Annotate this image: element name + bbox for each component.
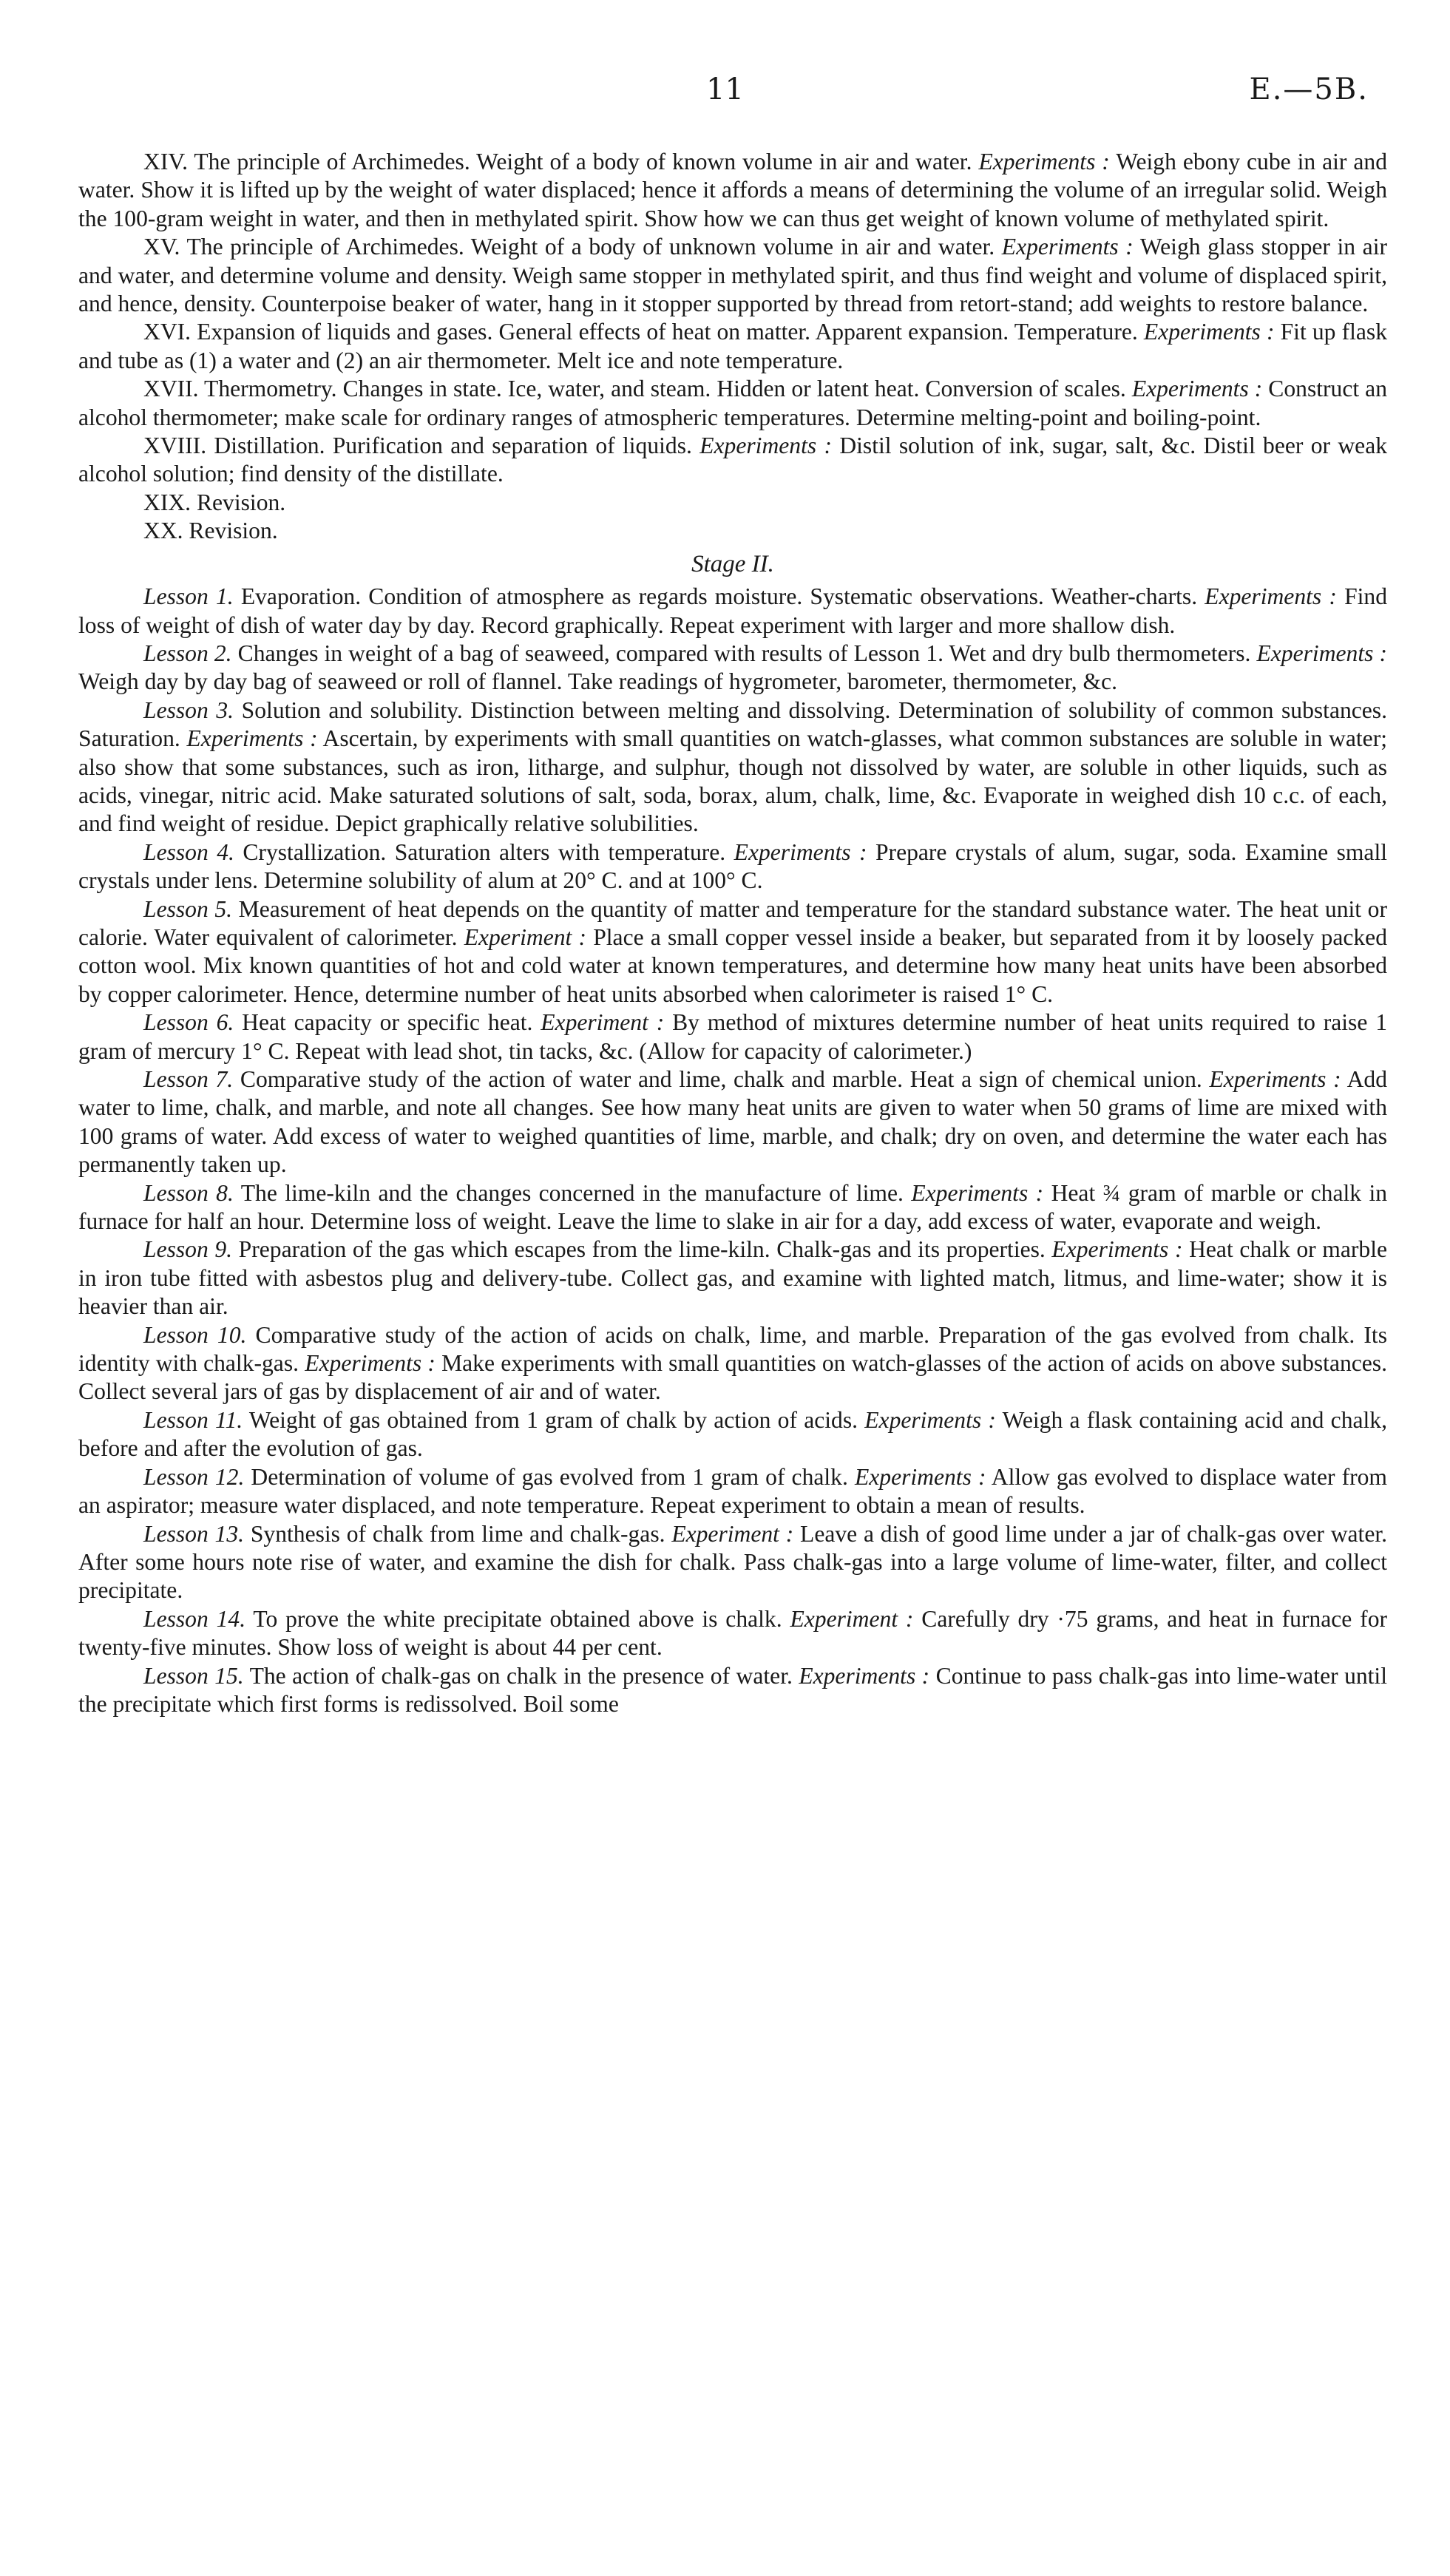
lesson-number: Lesson 8. xyxy=(143,1179,234,1206)
topic-paragraph xyxy=(78,375,1387,432)
lesson-text: Solution and solubility. Distinction between melting and dissolving. Determination of solubility of common substances. Saturation. xyxy=(78,696,1387,752)
lesson-text: The lime-kiln and the changes concerned in the manufacture of lime. xyxy=(233,1179,912,1206)
experiments-label: Experiments : xyxy=(864,1406,996,1433)
topic-experiment-text: Construct an alcohol thermometer; make scale for ordinary ranges of atmospheric temperatures. Determine melting-point and boiling-point. xyxy=(78,376,1387,430)
lesson-number: Lesson 11. xyxy=(143,1406,243,1433)
lesson-number: Lesson 4. xyxy=(143,838,234,865)
lesson-experiment-text: Make experiments with small quantities on watch-glasses of the action of acids on above substances. Collect several jars of gas by displacement of air and of water. xyxy=(78,1350,1388,1405)
lesson-paragraph xyxy=(78,583,1387,640)
experiments-label: Experiments : xyxy=(1256,640,1388,666)
lesson-text: Determination of volume of gas evolved from 1 gram of chalk. xyxy=(244,1463,855,1490)
stage-one-topics xyxy=(78,148,1387,489)
topic-text: XV. The principle of Archimedes. Weight of a body of unknown volume in air and water. xyxy=(143,234,1002,260)
topic-text: XVII. Thermometry. Changes in state. Ice, water, and steam. Hidden or latent heat. Conversion of scales. xyxy=(143,376,1132,402)
lesson-paragraph xyxy=(78,696,1387,838)
revision-item: XX. Revision. xyxy=(143,518,278,544)
lesson-experiment-text: Find loss of weight of dish of water day by day. Record graphically. Repeat experiment with larger and more shallow dish. xyxy=(78,583,1388,638)
experiments-label: Experiments : xyxy=(1051,1236,1183,1263)
stage-heading: Stage II. xyxy=(691,550,774,577)
lesson-number: Lesson 14. xyxy=(143,1605,246,1632)
lesson-text: Comparative study of the action of acids on chalk, lime, and marble. Preparation of the gas evolved from chalk. Its identity with chalk-gas. xyxy=(78,1321,1387,1377)
lesson-experiment-text: Weigh day by day bag of seaweed or roll of flannel. Take readings of hygrometer, barometer, thermometer, &c. xyxy=(78,668,1118,695)
lesson-text: Comparative study of the action of water and lime, chalk and marble. Heat a sign of chemical union. xyxy=(233,1066,1210,1092)
experiments-label: Experiments : xyxy=(186,725,318,752)
lesson-experiment-text: Heat chalk or marble in iron tube fitted with asbestos plug and delivery-tube. Collect gas, and examine with lighted match, litmus, and lime-water; show it is heavier than air. xyxy=(78,1236,1387,1320)
lesson-paragraph xyxy=(78,1321,1387,1406)
lesson-experiment-text: By method of mixtures determine number of heat units required to raise 1 gram of mercury 1° C. Repeat with lead shot, tin tacks, &c. (Allow for capacity of calorimeter.) xyxy=(78,1009,1388,1064)
lesson-experiment-text: Leave a dish of good lime under a jar of chalk-gas over water. After some hours note rise of water, and examine the dish for chalk. Pass chalk-gas into a large volume of lime-water, filter, and collect precipitate. xyxy=(78,1520,1388,1604)
lesson-text: Crystallization. Saturation alters with temperature. xyxy=(234,838,734,865)
lesson-number: Lesson 10. xyxy=(143,1321,247,1348)
lesson-number: Lesson 15. xyxy=(143,1662,244,1689)
experiments-label: Experiments : xyxy=(854,1463,986,1490)
topic-experiment-text: Weigh glass stopper in air and water, and determine volume and density. Weigh same stopper in methylated spirit, and thus find weight and volume of displaced spirit, and hence, density. Counterpoise beaker of water, hang in it stopper supported by thread from retort-stand; add weights to restore balance. xyxy=(78,234,1388,317)
experiments-label: Experiments : xyxy=(1205,583,1337,610)
topic-paragraph xyxy=(78,148,1387,233)
lesson-paragraph xyxy=(78,1662,1387,1719)
lesson-paragraph xyxy=(78,838,1387,895)
lesson-experiment-text: Allow gas evolved to displace water from an aspirator; measure water displaced, and note temperature. Repeat experiment to obtain a mean of results. xyxy=(78,1463,1387,1519)
topic-experiment-text: Fit up flask and tube as (1) a water and (2) an air thermometer. Melt ice and note temperature. xyxy=(78,319,1387,373)
experiments-label: Experiments : xyxy=(734,838,867,865)
experiments-label: Experiments : xyxy=(305,1350,436,1377)
topic-text: XIV. The principle of Archimedes. Weight of a body of known volume in air and water. xyxy=(143,149,979,174)
lesson-experiment-text: Add water to lime, chalk, and marble, and note all changes. See how many heat units are given to water when 50 grams of lime are mixed with 100 grams of water. Add excess of water to weighed quantities of lime, marble, and chalk; dry on oven, and determine the water each has permanently taken up. xyxy=(78,1066,1387,1178)
document-body xyxy=(78,148,1387,1718)
lesson-paragraph xyxy=(78,1009,1387,1065)
lesson-text: Heat capacity or specific heat. xyxy=(234,1009,541,1036)
lesson-number: Lesson 13. xyxy=(143,1520,245,1547)
lesson-experiment-text: Heat ¾ gram of marble or chalk in furnace for half an hour. Determine loss of weight. Leave the lime to slake in air for a day, add excess of water, evaporate and weigh. xyxy=(78,1179,1388,1235)
lesson-number: Lesson 9. xyxy=(143,1236,233,1263)
lesson-paragraph xyxy=(78,1179,1387,1236)
lesson-list xyxy=(78,583,1387,1718)
lesson-number: Lesson 5. xyxy=(143,895,233,922)
lesson-text: Measurement of heat depends on the quantity of matter and temperature for the standard substance water. The heat unit or calorie. Water equivalent of calorimeter. xyxy=(78,895,1387,950)
experiments-label: Experiments : xyxy=(911,1179,1044,1206)
lesson-paragraph xyxy=(78,640,1387,696)
experiments-label: Experiments : xyxy=(978,149,1110,174)
experiments-label: Experiments : xyxy=(799,1662,930,1689)
experiments-label: Experiment : xyxy=(671,1520,794,1547)
topic-paragraph xyxy=(78,432,1387,489)
lesson-experiment-text: Ascertain, by experiments with small quantities on watch-glasses, what common substances are soluble in water; also show that some substances, such as iron, litharge, and sulphur, though not dissolved by water, are soluble in other liquids, such as acids, vinegar, nitric acid. Make saturated solutions of salt, soda, borax, alum, chalk, lime, &c. Evaporate in weighed dish 10 c.c. of each, and find weight of residue. Depict graphically relative solubilities. xyxy=(78,725,1387,837)
experiments-label: Experiments : xyxy=(1143,319,1275,345)
experiments-label: Experiments : xyxy=(1001,234,1134,260)
topic-experiment-text: Weigh ebony cube in air and water. Show it is lifted up by the weight of water displaced; hence it affords a means of determining the volume of an irregular solid. Weigh the 100-gram weight in water, and then in methylated spirit. Show how we can thus get weight of known volume of methylated spirit. xyxy=(78,149,1388,231)
experiments-label: Experiments : xyxy=(1209,1066,1341,1092)
lesson-text: To prove the white precipitate obtained above is chalk. xyxy=(245,1605,790,1632)
lesson-text: Synthesis of chalk from lime and chalk-gas. xyxy=(244,1520,672,1547)
revision-item: XIX. Revision. xyxy=(143,489,286,515)
lesson-paragraph xyxy=(78,1520,1387,1605)
lesson-experiment-text: Place a small copper vessel inside a beaker, but separated from it by loosely packed cotton wool. Mix known quantities of hot and cold water at known temperatures, and determine how many heat units have been absorbed by copper calorimeter. Hence, determine number of heat units absorbed when calorimeter is raised 1° C. xyxy=(78,923,1388,1007)
lesson-number: Lesson 2. xyxy=(143,640,232,666)
lesson-text: Changes in weight of a bag of seaweed, compared with results of Lesson 1. Wet and dry bulb thermometers. xyxy=(231,640,1257,666)
topic-experiment-text: Distil solution of ink, sugar, salt, &c. Distil beer or weak alcohol solution; find density of the distillate. xyxy=(78,433,1388,487)
lesson-text: Evaporation. Condition of atmosphere as regards moisture. Systematic observations. Weather-charts. xyxy=(233,583,1205,610)
revision-list xyxy=(78,489,1387,546)
lesson-text: Weight of gas obtained from 1 gram of chalk by action of acids. xyxy=(243,1406,865,1433)
lesson-text: The action of chalk-gas on chalk in the presence of water. xyxy=(243,1662,799,1689)
topic-paragraph xyxy=(78,318,1387,375)
experiments-label: Experiments : xyxy=(699,433,832,459)
lesson-number: Lesson 3. xyxy=(143,696,234,723)
lesson-experiment-text: Carefully dry ·75 grams, and heat in furnace for twenty-five minutes. Show loss of weight is about 44 per cent. xyxy=(78,1605,1388,1661)
lesson-experiment-text: Continue to pass chalk-gas into lime-water until the precipitate which first forms is redissolved. Boil some xyxy=(78,1662,1387,1717)
lesson-experiment-text: Weigh a flask containing acid and chalk, before and after the evolution of gas. xyxy=(78,1406,1387,1462)
lesson-paragraph xyxy=(78,1406,1387,1463)
experiments-label: Experiment : xyxy=(790,1605,914,1632)
lesson-paragraph xyxy=(78,1065,1387,1179)
lesson-paragraph xyxy=(78,895,1387,1009)
experiments-label: Experiment : xyxy=(541,1009,665,1036)
page-header xyxy=(81,72,1369,117)
lesson-number: Lesson 1. xyxy=(143,583,234,610)
lesson-number: Lesson 12. xyxy=(143,1463,245,1490)
experiments-label: Experiment : xyxy=(464,923,587,950)
lesson-number: Lesson 6. xyxy=(143,1009,234,1036)
document-code: E.—5B. xyxy=(1249,72,1369,106)
topic-text: XVIII. Distillation. Purification and separation of liquids. xyxy=(143,433,700,459)
lesson-text: Preparation of the gas which escapes from the lime-kiln. Chalk-gas and its properties. xyxy=(232,1236,1052,1263)
lesson-paragraph xyxy=(78,1236,1387,1321)
lesson-number: Lesson 7. xyxy=(143,1066,234,1092)
lesson-paragraph xyxy=(78,1463,1387,1520)
topic-text: XVI. Expansion of liquids and gases. General effects of heat on matter. Apparent expansion. Temperature. xyxy=(143,319,1144,345)
page-number: 11 xyxy=(706,72,744,106)
lesson-experiment-text: Prepare crystals of alum, sugar, soda. Examine small crystals under lens. Determine solubility of alum at 20° C. and at 100° C. xyxy=(78,838,1388,894)
experiments-label: Experiments : xyxy=(1131,376,1263,402)
lesson-paragraph xyxy=(78,1605,1387,1662)
topic-paragraph xyxy=(78,233,1387,318)
